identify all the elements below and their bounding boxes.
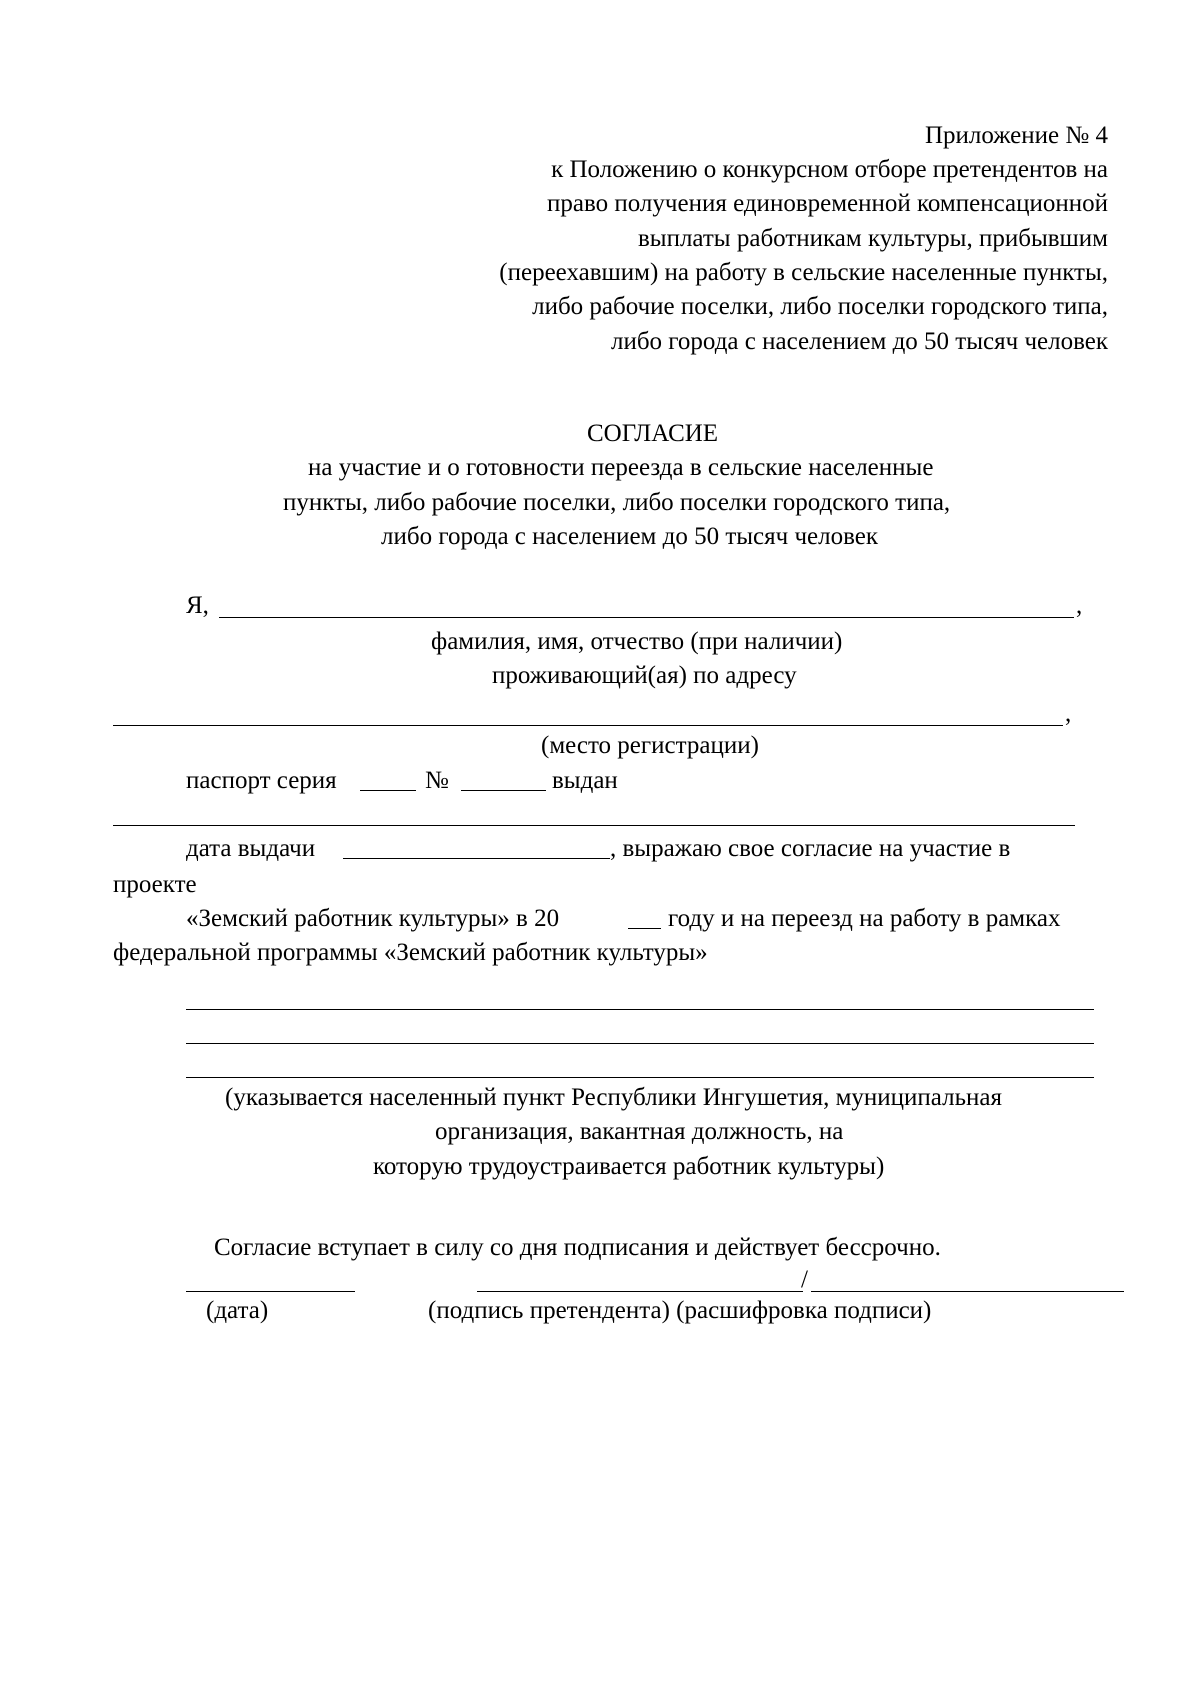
appendix-line-4: (переехавшим) на работу в сельские населенные пункты, xyxy=(499,259,1108,286)
passport-number-field[interactable] xyxy=(461,790,546,791)
date-signature-field[interactable] xyxy=(186,1291,355,1292)
signature-slash: / xyxy=(801,1266,808,1293)
signature-decoding-field[interactable] xyxy=(811,1291,1124,1292)
program-line: федеральной программы «Земский работник культуры» xyxy=(113,939,708,966)
appendix-line-6: либо города с населением до 50 тысяч человек xyxy=(610,328,1108,355)
passport-series-label: паспорт серия xyxy=(186,767,337,794)
name-caption: фамилия, имя, отчество (при наличии) xyxy=(431,628,843,655)
address-line-comma: , xyxy=(1065,700,1072,727)
date-caption: (дата) xyxy=(206,1297,269,1324)
heading-line-2: пункты, либо рабочие поселки, либо поселки городского типа, xyxy=(283,489,951,516)
signature-field[interactable] xyxy=(477,1291,803,1292)
i-prefix: Я, xyxy=(186,592,209,619)
appendix-line-1: к Положению о конкурсном отборе претендентов на xyxy=(551,156,1108,183)
document-title: СОГЛАСИЕ xyxy=(587,420,719,447)
passport-series-field[interactable] xyxy=(360,790,416,791)
issued-label: выдан xyxy=(552,767,618,794)
signature-caption: (подпись претендента) (расшифровка подписи) xyxy=(428,1297,932,1324)
passport-number-label: № xyxy=(425,767,449,794)
appendix-line-3: выплаты работникам культуры, прибывшим xyxy=(637,225,1108,252)
validity-note: Согласие вступает в силу со дня подписания и действует бессрочно. xyxy=(214,1234,941,1261)
issue-date-label: дата выдачи xyxy=(186,835,316,862)
name-line-comma: , xyxy=(1076,592,1083,619)
project-line-end: году и на переезд на работу в рамках xyxy=(668,905,1061,932)
issued-by-field[interactable] xyxy=(113,825,1075,826)
location-field-line-3[interactable] xyxy=(186,1077,1094,1078)
location-caption-line-1: (указывается населенный пункт Республики Ингушетия, муниципальная xyxy=(225,1084,1002,1111)
year-field[interactable] xyxy=(628,928,661,929)
project-word: проекте xyxy=(113,871,197,898)
project-line-start: «Земский работник культуры» в 20 xyxy=(186,905,560,932)
appendix-line-2: право получения единовременной компенсационной xyxy=(547,190,1108,217)
address-field[interactable] xyxy=(113,725,1063,726)
heading-line-3: либо города с населением до 50 тысяч человек xyxy=(381,523,879,550)
full-name-field[interactable] xyxy=(219,617,1074,618)
residing-label: проживающий(ая) по адресу xyxy=(492,662,797,689)
consent-text: , выражаю свое согласие на участие в xyxy=(610,835,1011,862)
location-field-line-1[interactable] xyxy=(186,1009,1094,1010)
registration-caption: (место регистрации) xyxy=(541,732,759,759)
appendix-line-5: либо рабочие поселки, либо поселки городского типа, xyxy=(532,293,1108,320)
issue-date-field[interactable] xyxy=(343,858,610,859)
location-caption-line-3: которую трудоустраивается работник культуры) xyxy=(373,1153,885,1180)
appendix-title: Приложение № 4 xyxy=(924,122,1108,149)
heading-line-1: на участие и о готовности переезда в сельские населенные xyxy=(308,454,934,481)
location-caption-line-2: организация, вакантная должность, на xyxy=(435,1118,844,1145)
location-field-line-2[interactable] xyxy=(186,1043,1094,1044)
